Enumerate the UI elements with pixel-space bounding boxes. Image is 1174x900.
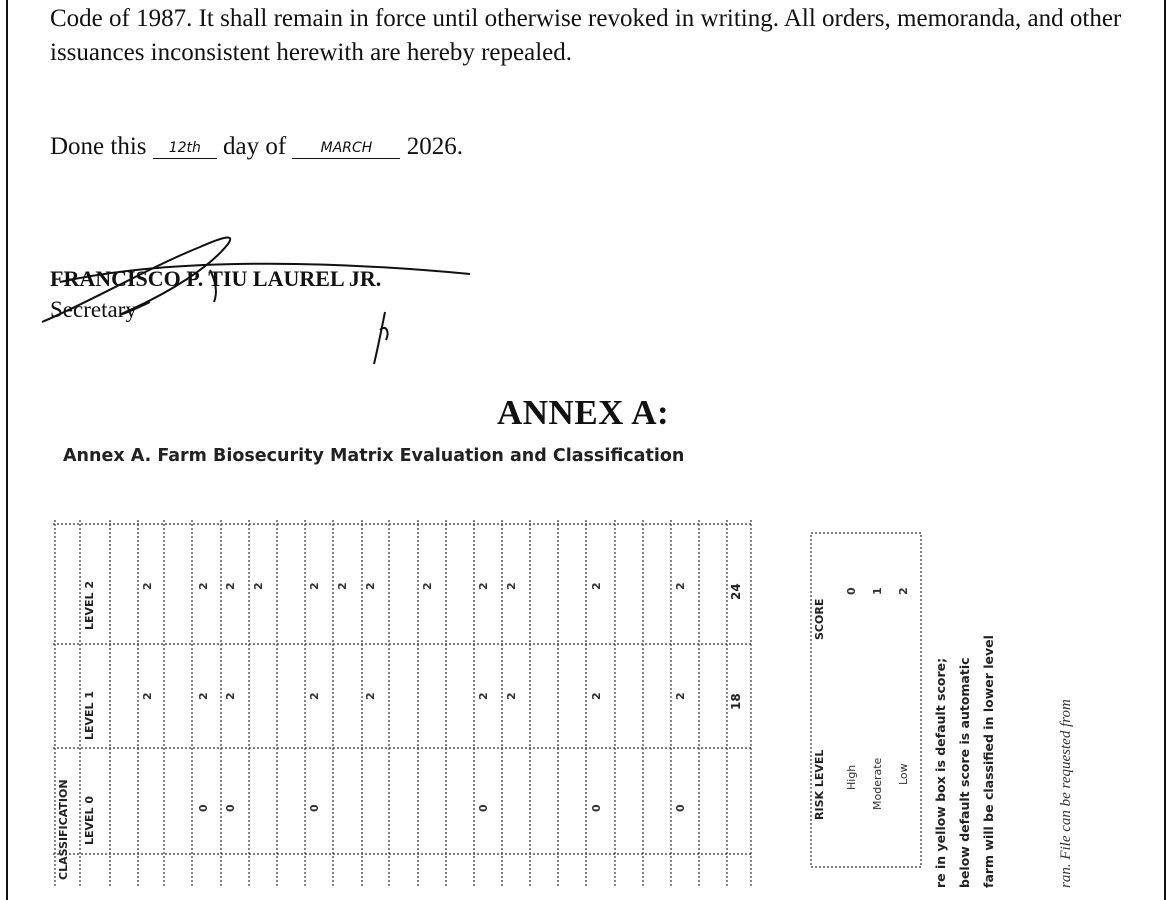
risk-level-high: High <box>845 764 858 790</box>
level2-cell: 2 <box>197 582 210 590</box>
level1-cell: 2 <box>224 692 237 700</box>
level2-cell: 2 <box>505 582 518 590</box>
level0-cell: 0 <box>590 804 603 812</box>
signatory-name: FRANCISCO P. TIU LAUREL JR. <box>50 266 382 291</box>
level2-cell: 2 <box>336 582 349 590</box>
level0-header: LEVEL 0 <box>83 795 96 845</box>
risk-legend-score-header: SCORE <box>813 598 826 640</box>
biosecurity-matrix <box>53 520 1133 888</box>
risk-level-moderate: Moderate <box>871 757 884 810</box>
level2-total: 24 <box>729 583 743 600</box>
level0-cell: 0 <box>674 804 687 812</box>
classification-note-line: farm will be classified in lower level <box>981 635 996 888</box>
level2-cell: 2 <box>590 582 603 590</box>
classification-header: CLASSIFICATION <box>57 779 70 880</box>
level0-cell: 0 <box>224 804 237 812</box>
risk-level-low: Low <box>897 763 910 785</box>
risk-legend-risk-header: RISK LEVEL <box>813 749 826 820</box>
annex-subtitle: Annex A. Farm Biosecurity Matrix Evaluation and Classification <box>63 446 685 466</box>
date-year: 2026. <box>406 133 463 160</box>
date-day-blank: 12th <box>153 138 217 159</box>
signatory-title: Secretary <box>50 297 137 322</box>
level1-cell: 2 <box>674 692 687 700</box>
level2-cell: 2 <box>477 582 490 590</box>
date-line <box>50 133 463 161</box>
level2-cell: 2 <box>252 582 265 590</box>
level0-cell: 0 <box>197 804 210 812</box>
risk-legend-box <box>810 532 922 868</box>
level2-cell: 2 <box>421 582 434 590</box>
risk-score-moderate: 1 <box>871 587 884 595</box>
matrix-grid <box>53 520 753 888</box>
level1-cell: 2 <box>505 692 518 700</box>
level2-cell: 2 <box>141 582 154 590</box>
level1-cell: 2 <box>197 692 210 700</box>
level1-cell: 2 <box>141 692 154 700</box>
annex-title: ANNEX A: <box>497 393 670 432</box>
risk-score-high: 0 <box>845 587 858 595</box>
level2-cell: 2 <box>308 582 321 590</box>
level1-cell: 2 <box>308 692 321 700</box>
level2-cell: 2 <box>224 582 237 590</box>
level0-cell: 0 <box>477 804 490 812</box>
level1-cell: 2 <box>477 692 490 700</box>
level0-cell: 0 <box>308 804 321 812</box>
level2-cell: 2 <box>674 582 687 590</box>
closing-paragraph: Code of 1987. It shall remain in force until otherwise revoked in writing. All orders, memoranda, and other issuances inconsistent herewith are hereby repealed. <box>50 5 1122 66</box>
date-prefix: Done this <box>50 133 147 160</box>
footer-note: ran. File can be requested from <box>1058 699 1074 888</box>
date-mid: day of <box>223 133 287 160</box>
date-month-blank: MARCH <box>292 138 400 159</box>
level2-header: LEVEL 2 <box>83 580 96 630</box>
classification-note-line: below default score is automatic <box>957 657 972 888</box>
level1-cell: 2 <box>364 692 377 700</box>
level1-cell: 2 <box>590 692 603 700</box>
level1-total: 18 <box>729 693 743 710</box>
risk-score-low: 2 <box>897 587 910 595</box>
level1-header: LEVEL 1 <box>83 690 96 740</box>
classification-note-line: re in yellow box is default score; <box>933 657 948 888</box>
level2-cell: 2 <box>364 582 377 590</box>
